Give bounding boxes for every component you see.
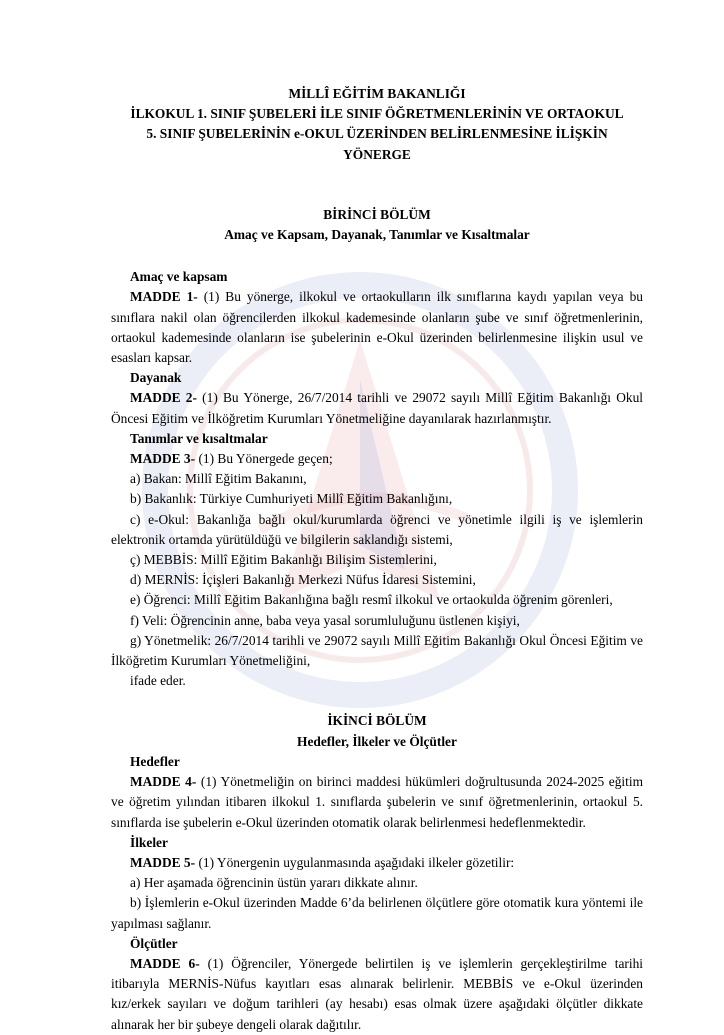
heading-olcutler: Ölçütler <box>130 935 178 951</box>
heading-ilkeler: İlkeler <box>130 834 168 850</box>
ministry-name: MİLLÎ EĞİTİM BAKANLIĞI <box>288 86 466 101</box>
madde-4 <box>111 772 643 833</box>
section1-subtitle: Amaç ve Kapsam, Dayanak, Tanımlar ve Kısaltmalar <box>224 227 530 243</box>
heading-amac: Amaç ve kapsam <box>130 269 228 285</box>
list-item: ifade eder. <box>130 673 186 689</box>
list-item: b) Bakanlık: Türkiye Cumhuriyeti Millî Eğitim Bakanlığını, <box>130 491 453 507</box>
madde-5-label: MADDE 5- <box>130 854 196 870</box>
list-item: a) Bakan: Millî Eğitim Bakanını, <box>130 471 307 487</box>
madde-3-label: MADDE 3- <box>130 451 196 467</box>
list-item: b) İşlemlerin e-Okul üzerinden Madde 6’da belirlenen ölçütlere göre otomatik kura yöntemi ile yapılması sağlanır. <box>111 895 643 931</box>
madde-1 <box>111 287 643 368</box>
list-item: c) e-Okul: Bakanlığa bağlı okul/kurumlarda öğrenci ve yönetimle ilgili iş ve işlemlerin elektronik ortamda yürütüldüğü ve bilgilerin saklandığı sistemi, <box>111 511 643 547</box>
section1-header <box>111 205 643 245</box>
section2-subtitle: Hedefler, İlkeler ve Ölçütler <box>297 733 457 749</box>
madde-6 <box>111 954 643 1035</box>
madde-2-text: (1) Bu Yönerge, 26/7/2014 tarihli ve 29072 sayılı Millî Eğitim Bakanlığı Okul Öncesi Eğitim ve İlköğretim Kurumları Yönetmeliğine dayanılarak hazırlanmıştır. <box>111 390 643 426</box>
madde-5-intro: (1) Yönergenin uygulanmasında aşağıdaki ilkeler gözetilir: <box>195 854 515 870</box>
list-item: ç) MEBBİS: Millî Eğitim Bakanlığı Bilişim Sistemlerini, <box>130 552 437 568</box>
title-line-3: YÖNERGE <box>343 146 411 162</box>
heading-hedefler: Hedefler <box>130 753 180 769</box>
list-item: a) Her aşamada öğrencinin üstün yararı dikkate alınır. <box>130 875 418 891</box>
madde-6-label: MADDE 6- <box>130 955 200 971</box>
document-body <box>111 84 643 1035</box>
madde-4-label: MADDE 4- <box>130 774 197 790</box>
madde-1-text: (1) Bu yönerge, ilkokul ve ortaokulların ilk sınıflarına kaydı yapılan veya bu sınıflara nakil olan öğrencilerden ilkokul kademesinde olanların şube ve sınıf öğretmenlerinin, ortaokul kademesinde olanların ise şubelerinin e-Okul üzerinden belirlenmesine ilişkin usul ve esasları kapsar. <box>111 289 643 366</box>
list-item: g) Yönetmelik: 26/7/2014 tarihli ve 29072 sayılı Millî Eğitim Bakanlığı Okul Öncesi Eğitim ve İlköğretim Kurumları Yönetmeliğini, <box>111 632 643 669</box>
section2-title: İKİNCİ BÖLÜM <box>327 713 427 729</box>
madde-3 <box>111 449 643 469</box>
heading-dayanak: Dayanak <box>130 370 182 386</box>
heading-tanimlar: Tanımlar ve kısaltmalar <box>130 430 268 446</box>
madde-2 <box>111 388 643 428</box>
madde-3-intro: (1) Bu Yönergede geçen; <box>195 451 333 467</box>
title-line-1: İLKOKUL 1. SINIF ŞUBELERİ İLE SINIF ÖĞRETMENLERİNİN VE ORTAOKUL <box>130 106 624 122</box>
madde-5 <box>111 853 643 873</box>
document-header <box>111 84 643 165</box>
section1-title: BİRİNCİ BÖLÜM <box>323 206 431 222</box>
madde-1-label: MADDE 1- <box>130 289 198 305</box>
list-item: d) MERNİS: İçişleri Bakanlığı Merkezi Nüfus İdaresi Sistemini, <box>130 572 476 588</box>
madde-6-text: (1) Öğrenciler, Yönergede belirtilen iş ve işlemlerin gerçekleştirilme tarihi itibarıyla MERNİS-Nüfus kayıtları esas alınarak belirlenir. MEBBİS ve e-Okul üzerinden kız/erkek sayıları ve doğum tarihleri (ay hesabı) esas olmak üzere aşağıdaki ölçütler dikkate alınarak her bir şubeye dengeli olarak dağıtılır. <box>111 955 643 1032</box>
madde-4-text: (1) Yönetmeliğin on birinci maddesi hükümleri doğrultusunda 2024-2025 eğitim ve öğretim yılından itibaren ilkokul 1. sınıflarda şubelerin ve sınıf öğretmenlerinin, ortaokul 5. sınıflarda ise şubelerin e-Okul üzerinden otomatik olarak belirlenmesi hedeflenmektedir. <box>111 774 643 830</box>
list-item: f) Veli: Öğrencinin anne, baba veya yasal sorumluluğunu üstlenen kişiyi, <box>130 612 520 628</box>
list-item: e) Öğrenci: Millî Eğitim Bakanlığına bağlı resmî ilkokul ve ortaokulda öğrenim görenleri, <box>130 592 613 608</box>
title-line-2: 5. SINIF ŞUBELERİNİN e-OKUL ÜZERİNDEN BELİRLENMESİNE İLİŞKİN <box>146 126 608 142</box>
madde-2-label: MADDE 2- <box>130 390 197 406</box>
section2-header <box>111 711 643 751</box>
